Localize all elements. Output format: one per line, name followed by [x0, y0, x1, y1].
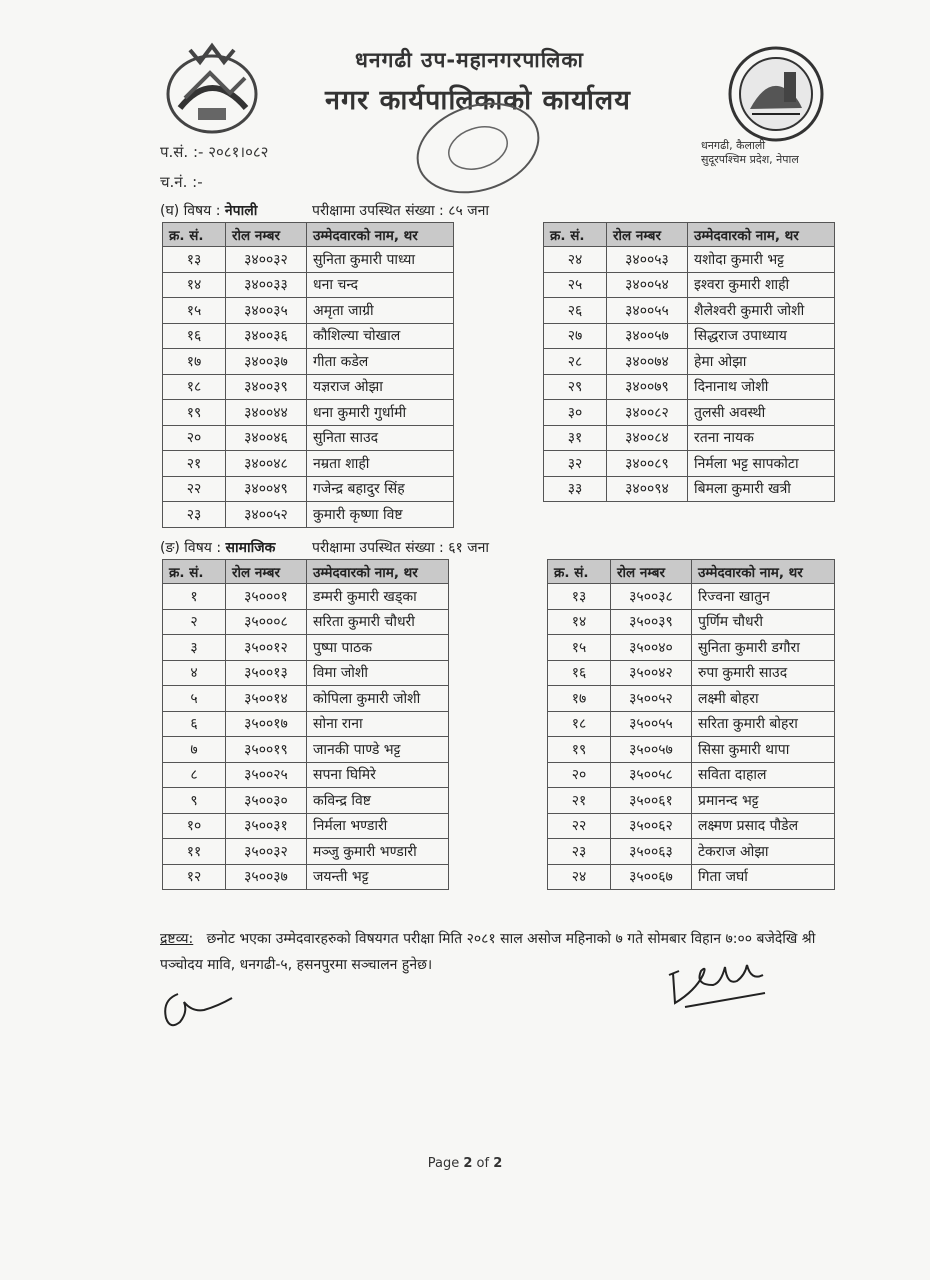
cell-roll: ३५००६७	[611, 864, 692, 890]
table-row	[163, 686, 449, 712]
cell-serial: १३	[548, 584, 611, 610]
column-serial: क्र. सं.	[163, 560, 226, 584]
table-row	[163, 737, 449, 763]
office-stamp-icon	[398, 100, 558, 200]
cell-serial: ३१	[544, 425, 607, 451]
cell-serial: १८	[548, 711, 611, 737]
table-row	[163, 864, 449, 890]
cell-serial: २५	[544, 272, 607, 298]
cell-name: कुमारी कृष्णा विष्ट	[307, 502, 454, 528]
cell-serial: २१	[163, 451, 226, 477]
social-table-left	[162, 559, 449, 890]
cell-name: रुपा कुमारी साउद	[692, 660, 835, 686]
office-title-line1: धनगढी उप-महानगरपालिका	[355, 48, 584, 72]
column-name: उम्मेदवारको नाम, थर	[307, 560, 449, 584]
cell-roll: ३५००१९	[226, 737, 307, 763]
table-row	[163, 609, 449, 635]
cell-name: निर्मला भट्ट सापकोटा	[688, 451, 835, 477]
table-row	[163, 584, 449, 610]
column-roll: रोल नम्बर	[607, 223, 688, 247]
table-row	[548, 711, 835, 737]
table-row	[163, 839, 449, 865]
cell-serial: १६	[548, 660, 611, 686]
table-row	[544, 298, 835, 324]
table-row	[548, 788, 835, 814]
cell-name: सिद्धराज उपाध्याय	[688, 323, 835, 349]
signature-right-icon	[655, 945, 780, 1010]
cell-roll: ३५००३८	[611, 584, 692, 610]
cell-roll: ३४००३७	[226, 349, 307, 375]
table-row	[163, 762, 449, 788]
cell-serial: १४	[163, 272, 226, 298]
table-row	[163, 660, 449, 686]
cell-name: रिज्वना खातुन	[692, 584, 835, 610]
table-header-row	[163, 223, 454, 247]
cell-roll: ३४००४६	[226, 425, 307, 451]
cell-serial: २१	[548, 788, 611, 814]
cell-serial: २४	[544, 247, 607, 273]
cell-name: सिसा कुमारी थापा	[692, 737, 835, 763]
cell-serial: ५	[163, 686, 226, 712]
cell-name: प्रमानन्द भट्ट	[692, 788, 835, 814]
cell-serial: २२	[548, 813, 611, 839]
cell-roll: ३४००३६	[226, 323, 307, 349]
dispatch-number: च.नं. :-	[160, 173, 203, 191]
cell-name: विमा जोशी	[307, 660, 449, 686]
cell-name: मञ्जु कुमारी भण्डारी	[307, 839, 449, 865]
cell-roll: ३४००८२	[607, 400, 688, 426]
cell-roll: ३५००५८	[611, 762, 692, 788]
cell-name: धना कुमारी गुर्धामी	[307, 400, 454, 426]
cell-roll: ३५०००१	[226, 584, 307, 610]
cell-name: यशोदा कुमारी भट्ट	[688, 247, 835, 273]
cell-serial: १२	[163, 864, 226, 890]
column-roll: रोल नम्बर	[226, 223, 307, 247]
table-header-row	[548, 560, 835, 584]
municipality-logo-icon	[726, 44, 826, 144]
column-name: उम्मेदवारको नाम, थर	[688, 223, 835, 247]
section-social-title	[160, 538, 275, 557]
section-nepali-count: परीक्षामा उपस्थित संख्या : ८५ जना	[312, 203, 490, 219]
cell-serial: ७	[163, 737, 226, 763]
cell-serial: २३	[163, 502, 226, 528]
table-row	[163, 298, 454, 324]
table-row	[163, 788, 449, 814]
cell-name: यज्ञराज ओझा	[307, 374, 454, 400]
table-row	[548, 660, 835, 686]
cell-serial: २३	[548, 839, 611, 865]
cell-name: गजेन्द्र बहादुर सिंह	[307, 476, 454, 502]
table-row	[163, 349, 454, 375]
cell-name: कोपिला कुमारी जोशी	[307, 686, 449, 712]
table-row	[548, 864, 835, 890]
table-row	[544, 400, 835, 426]
cell-serial: १७	[548, 686, 611, 712]
column-serial: क्र. सं.	[548, 560, 611, 584]
cell-name: पुर्णिम चौधरी	[692, 609, 835, 635]
cell-roll: ३५००१४	[226, 686, 307, 712]
cell-name: सुनिता कुमारी पाध्या	[307, 247, 454, 273]
table-row	[163, 400, 454, 426]
column-roll: रोल नम्बर	[611, 560, 692, 584]
column-roll: रोल नम्बर	[226, 560, 307, 584]
table-row	[163, 711, 449, 737]
cell-name: निर्मला भण्डारी	[307, 813, 449, 839]
table-row	[544, 476, 835, 502]
table-row	[548, 584, 835, 610]
cell-serial: २६	[544, 298, 607, 324]
cell-roll: ३४००५३	[607, 247, 688, 273]
cell-roll: ३५००१२	[226, 635, 307, 661]
cell-roll: ३५००२५	[226, 762, 307, 788]
cell-name: लक्ष्मी बोहरा	[692, 686, 835, 712]
table-row	[548, 762, 835, 788]
cell-name: रतना नायक	[688, 425, 835, 451]
cell-roll: ३५००१७	[226, 711, 307, 737]
cell-name: गिता जर्घा	[692, 864, 835, 890]
cell-serial: १९	[548, 737, 611, 763]
cell-serial: २७	[544, 323, 607, 349]
cell-name: इश्वरा कुमारी शाही	[688, 272, 835, 298]
cell-serial: ८	[163, 762, 226, 788]
nepal-emblem-icon	[160, 38, 265, 138]
note-text: छनोट भएका उम्मेदवारहरुको विषयगत परीक्षा मिति २०८१ साल असोज महिनाको ७ गते सोमबार विहान ७:०० बजेदेखि श्री पञ्चोदय मावि, धनगढी-५, हसनपुरमा सञ्चालन हुनेछ।	[160, 931, 816, 973]
cell-name: टेकराज ओझा	[692, 839, 835, 865]
section-prefix: (ङ) विषय :	[160, 540, 226, 556]
table-row	[548, 813, 835, 839]
cell-name: धना चन्द	[307, 272, 454, 298]
cell-name: सपना घिमिरे	[307, 762, 449, 788]
note-label: द्रष्टव्य:	[160, 931, 194, 947]
cell-roll: ३५००३२	[226, 839, 307, 865]
cell-roll: ३५००१३	[226, 660, 307, 686]
signature-left-icon	[158, 982, 238, 1032]
table-row	[548, 686, 835, 712]
table-row	[163, 425, 454, 451]
cell-roll: ३४००३९	[226, 374, 307, 400]
cell-serial: २४	[548, 864, 611, 890]
table-row	[548, 737, 835, 763]
column-name: उम्मेदवारको नाम, थर	[692, 560, 835, 584]
cell-serial: १५	[163, 298, 226, 324]
cell-roll: ३४००४४	[226, 400, 307, 426]
cell-roll: ३५००५२	[611, 686, 692, 712]
cell-serial: ९	[163, 788, 226, 814]
cell-serial: १५	[548, 635, 611, 661]
cell-name: लक्ष्मण प्रसाद पौडेल	[692, 813, 835, 839]
table-row	[544, 272, 835, 298]
cell-roll: ३४००७९	[607, 374, 688, 400]
cell-roll: ३५००४०	[611, 635, 692, 661]
table-row	[163, 476, 454, 502]
cell-name: सुनिता साउद	[307, 425, 454, 451]
cell-serial: १३	[163, 247, 226, 273]
table-row	[544, 374, 835, 400]
table-row	[163, 635, 449, 661]
cell-name: सविता दाहाल	[692, 762, 835, 788]
cell-name: जानकी पाण्डे भट्ट	[307, 737, 449, 763]
cell-serial: ६	[163, 711, 226, 737]
table-row	[163, 451, 454, 477]
cell-roll: ३५००६३	[611, 839, 692, 865]
cell-serial: ३	[163, 635, 226, 661]
cell-roll: ३४००५२	[226, 502, 307, 528]
cell-serial: १०	[163, 813, 226, 839]
column-name: उम्मेदवारको नाम, थर	[307, 223, 454, 247]
table-row	[163, 323, 454, 349]
section-prefix: (घ) विषय :	[160, 203, 225, 219]
cell-roll: ३४००५४	[607, 272, 688, 298]
page-current: 2	[463, 1156, 473, 1171]
cell-roll: ३४००५७	[607, 323, 688, 349]
cell-name: गीता कडेल	[307, 349, 454, 375]
column-serial: क्र. सं.	[163, 223, 226, 247]
cell-name: जयन्ती भट्ट	[307, 864, 449, 890]
cell-name: दिनानाथ जोशी	[688, 374, 835, 400]
cell-roll: ३४००३२	[226, 247, 307, 273]
cell-name: डम्मरी कुमारी खड्का	[307, 584, 449, 610]
cell-serial: ३३	[544, 476, 607, 502]
cell-name: सरिता कुमारी चौधरी	[307, 609, 449, 635]
page-of: of	[472, 1156, 494, 1171]
cell-roll: ३५०००८	[226, 609, 307, 635]
cell-name: सुनिता कुमारी डगौरा	[692, 635, 835, 661]
cell-roll: ३५००३७	[226, 864, 307, 890]
table-header-row	[163, 560, 449, 584]
table-row	[163, 247, 454, 273]
page-total: 2	[493, 1156, 503, 1171]
column-serial: क्र. सं.	[544, 223, 607, 247]
cell-name: नम्रता शाही	[307, 451, 454, 477]
section-social-count: परीक्षामा उपस्थित संख्या : ६१ जना	[312, 540, 490, 556]
cell-roll: ३५००३१	[226, 813, 307, 839]
table-row	[548, 609, 835, 635]
cell-roll: ३५००४२	[611, 660, 692, 686]
office-title-line2: नगर कार्यपालिकाको कार्यालय	[325, 85, 631, 116]
cell-name: तुलसी अवस्थी	[688, 400, 835, 426]
cell-serial: १	[163, 584, 226, 610]
cell-roll: ३५००५५	[611, 711, 692, 737]
cell-name: सरिता कुमारी बोहरा	[692, 711, 835, 737]
nepali-table-right	[543, 222, 835, 502]
table-row	[548, 635, 835, 661]
nepali-table-left	[162, 222, 454, 528]
cell-name: बिमला कुमारी खत्री	[688, 476, 835, 502]
office-address-line2: सुदूरपश्चिम प्रदेश, नेपाल	[701, 153, 799, 166]
cell-roll: ३४००८९	[607, 451, 688, 477]
page-prefix: Page	[427, 1156, 464, 1171]
section-subject: सामाजिक	[225, 540, 276, 556]
cell-roll: ३४००४८	[226, 451, 307, 477]
reference-number: प.सं. :- २०८१।०८२	[160, 143, 269, 161]
cell-name: सोना राना	[307, 711, 449, 737]
table-row	[544, 451, 835, 477]
table-row	[163, 502, 454, 528]
section-subject: नेपाली	[224, 203, 258, 219]
table-header-row	[544, 223, 835, 247]
cell-roll: ३४००५५	[607, 298, 688, 324]
table-row	[544, 247, 835, 273]
table-row	[163, 374, 454, 400]
cell-serial: ४	[163, 660, 226, 686]
cell-name: कौशिल्या चोखाल	[307, 323, 454, 349]
cell-serial: २	[163, 609, 226, 635]
cell-serial: १८	[163, 374, 226, 400]
cell-serial: ३०	[544, 400, 607, 426]
table-row	[163, 813, 449, 839]
table-row	[544, 323, 835, 349]
cell-roll: ३४००९४	[607, 476, 688, 502]
cell-roll: ३४००८४	[607, 425, 688, 451]
cell-serial: १९	[163, 400, 226, 426]
cell-serial: १७	[163, 349, 226, 375]
cell-serial: २९	[544, 374, 607, 400]
cell-roll: ३४००३५	[226, 298, 307, 324]
cell-serial: २०	[548, 762, 611, 788]
cell-roll: ३५००३०	[226, 788, 307, 814]
cell-serial: २२	[163, 476, 226, 502]
cell-roll: ३५००६२	[611, 813, 692, 839]
table-row	[163, 272, 454, 298]
cell-serial: १४	[548, 609, 611, 635]
social-table-right	[547, 559, 835, 890]
cell-serial: २०	[163, 425, 226, 451]
cell-serial: ३२	[544, 451, 607, 477]
table-row	[544, 425, 835, 451]
cell-name: शैलेश्वरी कुमारी जोशी	[688, 298, 835, 324]
cell-roll: ३४००४९	[226, 476, 307, 502]
section-nepali-title	[160, 201, 257, 220]
cell-roll: ३४००७४	[607, 349, 688, 375]
table-row	[544, 349, 835, 375]
office-address-line1: धनगढी, कैलाली	[701, 139, 766, 152]
cell-serial: ११	[163, 839, 226, 865]
cell-roll: ३५००६१	[611, 788, 692, 814]
cell-serial: २८	[544, 349, 607, 375]
cell-name: हेमा ओझा	[688, 349, 835, 375]
cell-roll: ३५००५७	[611, 737, 692, 763]
cell-name: अमृता जाग्री	[307, 298, 454, 324]
cell-name: पुष्पा पाठक	[307, 635, 449, 661]
cell-roll: ३५००३९	[611, 609, 692, 635]
cell-serial: १६	[163, 323, 226, 349]
cell-roll: ३४००३३	[226, 272, 307, 298]
page-number	[0, 1156, 930, 1171]
table-row	[548, 839, 835, 865]
cell-name: कविन्द्र विष्ट	[307, 788, 449, 814]
